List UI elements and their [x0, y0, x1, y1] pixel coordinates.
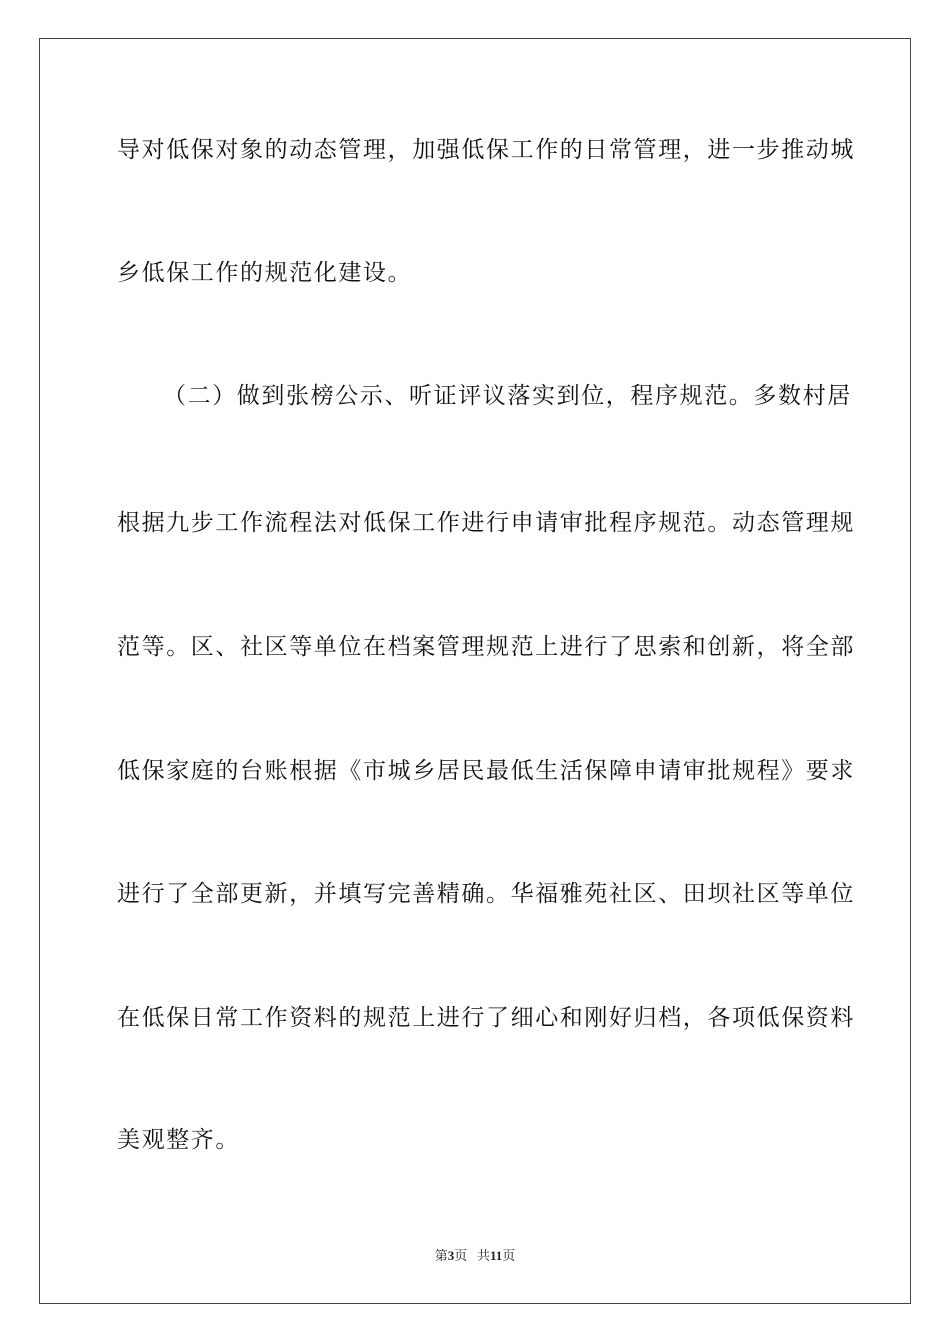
total-prefix: 共 — [476, 1248, 490, 1263]
page-number: 3 — [447, 1248, 455, 1263]
text-line-1: 导对低保对象的动态管理，加强低保工作的日常管理，进一步推动城 — [117, 137, 855, 163]
text-line-6: 低保家庭的台账根据《市城乡居民最低生活保障申请审批规程》要求 — [117, 758, 855, 784]
text-line-5: 范等。区、社区等单位在档案管理规范上进行了思索和创新，将全部 — [117, 634, 855, 660]
total-pages: 11 — [489, 1248, 503, 1263]
text-line-2: 乡低保工作的规范化建设。 — [117, 260, 413, 286]
page-border — [39, 38, 911, 1304]
text-line-9: 美观整齐。 — [117, 1127, 240, 1153]
text-line-7: 进行了全部更新，并填写完善精确。华福雅苑社区、田坝社区等单位 — [117, 881, 855, 907]
total-suffix: 页 — [502, 1248, 516, 1263]
text-line-4: 根据九步工作流程法对低保工作进行申请审批程序规范。动态管理规 — [117, 510, 855, 536]
page-prefix: 第 — [434, 1248, 448, 1263]
text-line-3: （二）做到张榜公示、听证评议落实到位，程序规范。多数村居 — [163, 383, 852, 409]
text-line-8: 在低保日常工作资料的规范上进行了细心和刚好归档，各项低保资料 — [117, 1005, 855, 1031]
page-footer — [0, 1248, 950, 1264]
page-suffix: 页 — [454, 1248, 468, 1263]
